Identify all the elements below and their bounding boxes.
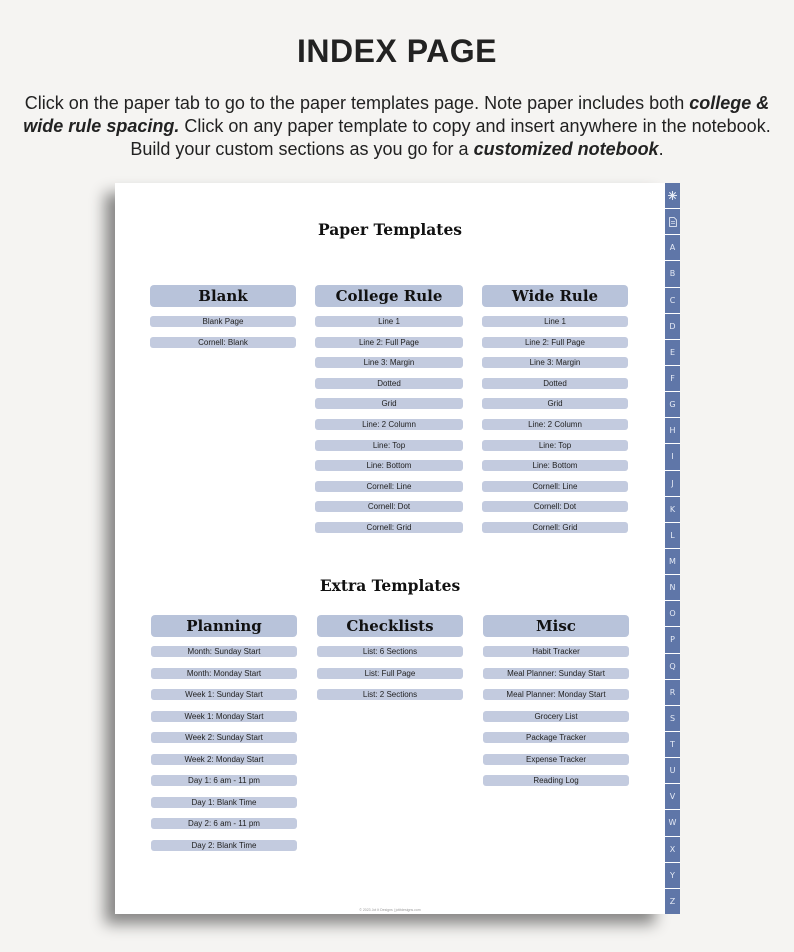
template-link[interactable]: Cornell: Line: [482, 481, 628, 492]
paper-column-blank: [150, 285, 296, 357]
template-link[interactable]: Reading Log: [483, 775, 629, 786]
template-link[interactable]: Habit Tracker: [483, 646, 629, 657]
intro-part-3: .: [658, 139, 664, 159]
letter-tab[interactable]: M: [665, 549, 680, 575]
letter-tab[interactable]: S: [665, 706, 680, 732]
template-link[interactable]: Line 2: Full Page: [315, 337, 463, 348]
side-tab-strip: [665, 183, 680, 914]
letter-tab[interactable]: J: [665, 471, 680, 497]
template-link[interactable]: Day 1: 6 am - 11 pm: [151, 775, 297, 786]
column-header: Planning: [151, 615, 297, 637]
template-link[interactable]: Line: 2 Column: [482, 419, 628, 430]
template-link[interactable]: Line 1: [315, 316, 463, 327]
template-link[interactable]: Line: Bottom: [315, 460, 463, 471]
template-link[interactable]: Cornell: Grid: [315, 522, 463, 533]
extra-column-planning: [151, 615, 297, 861]
letter-tab[interactable]: X: [665, 837, 680, 863]
template-link[interactable]: Line 3: Margin: [315, 357, 463, 368]
letter-tab[interactable]: P: [665, 627, 680, 653]
template-link[interactable]: Blank Page: [150, 316, 296, 327]
notebook-page: [115, 183, 665, 914]
paper-column-college-rule: [315, 285, 463, 543]
template-link[interactable]: Grid: [482, 398, 628, 409]
letter-tab[interactable]: L: [665, 523, 680, 549]
intro-part-2: Click on any paper template to copy and insert anywhere in the notebook. Build your custom sections as you go for a: [130, 116, 771, 159]
template-link[interactable]: Day 2: Blank Time: [151, 840, 297, 851]
extra-column-misc: [483, 615, 629, 797]
template-link[interactable]: List: 2 Sections: [317, 689, 463, 700]
template-link[interactable]: Week 1: Monday Start: [151, 711, 297, 722]
template-list: [317, 646, 463, 700]
template-link[interactable]: Dotted: [482, 378, 628, 389]
paper-column-wide-rule: [482, 285, 628, 543]
page-title: INDEX PAGE: [297, 33, 497, 69]
template-link[interactable]: Week 1: Sunday Start: [151, 689, 297, 700]
letter-tab[interactable]: N: [665, 575, 680, 601]
template-list: [315, 316, 463, 533]
extra-templates-title: Extra Templates: [319, 576, 461, 595]
template-link[interactable]: Expense Tracker: [483, 754, 629, 765]
letter-tab[interactable]: F: [665, 366, 680, 392]
template-link[interactable]: Cornell: Dot: [482, 501, 628, 512]
letter-tab[interactable]: O: [665, 601, 680, 627]
intro-bold-2: customized notebook: [473, 139, 659, 159]
paper-icon[interactable]: [665, 209, 680, 235]
letter-tab[interactable]: G: [665, 392, 680, 418]
template-link[interactable]: Cornell: Dot: [315, 501, 463, 512]
template-link[interactable]: Month: Sunday Start: [151, 646, 297, 657]
letter-tab[interactable]: C: [665, 288, 680, 314]
template-link[interactable]: Grid: [315, 398, 463, 409]
column-header: Blank: [150, 285, 296, 307]
template-link[interactable]: Meal Planner: Monday Start: [483, 689, 629, 700]
template-link[interactable]: Line: 2 Column: [315, 419, 463, 430]
template-link[interactable]: Line 1: [482, 316, 628, 327]
letter-tab[interactable]: Q: [665, 654, 680, 680]
column-header: College Rule: [315, 285, 463, 307]
letter-tab[interactable]: Y: [665, 863, 680, 889]
template-link[interactable]: Day 2: 6 am - 11 pm: [151, 818, 297, 829]
asterisk-icon[interactable]: [665, 183, 680, 209]
template-link[interactable]: Month: Monday Start: [151, 668, 297, 679]
template-link[interactable]: Cornell: Line: [315, 481, 463, 492]
copyright-footer: © 2023 Jot It Designs | jotitdesigns.com: [359, 908, 421, 912]
letter-tab[interactable]: K: [665, 497, 680, 523]
letter-tab[interactable]: Z: [665, 889, 680, 914]
extra-column-checklists: [317, 615, 463, 711]
letter-tab[interactable]: W: [665, 810, 680, 836]
column-header: Wide Rule: [482, 285, 628, 307]
template-list: [483, 646, 629, 786]
letter-tab[interactable]: T: [665, 732, 680, 758]
template-link[interactable]: Cornell: Blank: [150, 337, 296, 348]
intro-part-1: Click on the paper tab to go to the paper templates page. Note paper includes both: [24, 93, 690, 113]
letter-tab[interactable]: R: [665, 680, 680, 706]
template-link[interactable]: Day 1: Blank Time: [151, 797, 297, 808]
letter-tab[interactable]: V: [665, 784, 680, 810]
template-link[interactable]: Week 2: Monday Start: [151, 754, 297, 765]
paper-templates-title: Paper Templates: [317, 220, 463, 239]
template-link[interactable]: Line: Bottom: [482, 460, 628, 471]
intro-bold-1: college & wide rule spacing.: [23, 93, 770, 136]
template-link[interactable]: Line: Top: [482, 440, 628, 451]
template-link[interactable]: Dotted: [315, 378, 463, 389]
letter-tab[interactable]: D: [665, 314, 680, 340]
letter-tab[interactable]: E: [665, 340, 680, 366]
template-link[interactable]: Grocery List: [483, 711, 629, 722]
letter-tab[interactable]: H: [665, 418, 680, 444]
letter-tab[interactable]: U: [665, 758, 680, 784]
template-list: [150, 316, 296, 348]
template-link[interactable]: List: 6 Sections: [317, 646, 463, 657]
template-link[interactable]: Week 2: Sunday Start: [151, 732, 297, 743]
template-link[interactable]: Line: Top: [315, 440, 463, 451]
column-header: Checklists: [317, 615, 463, 637]
letter-tab[interactable]: A: [665, 235, 680, 261]
template-list: [151, 646, 297, 851]
template-link[interactable]: List: Full Page: [317, 668, 463, 679]
column-header: Misc: [483, 615, 629, 637]
template-link[interactable]: Package Tracker: [483, 732, 629, 743]
letter-tab[interactable]: B: [665, 261, 680, 287]
template-link[interactable]: Line 2: Full Page: [482, 337, 628, 348]
intro-text: [20, 92, 774, 161]
template-link[interactable]: Meal Planner: Sunday Start: [483, 668, 629, 679]
template-list: [482, 316, 628, 533]
template-link[interactable]: Cornell: Grid: [482, 522, 628, 533]
letter-tab[interactable]: I: [665, 444, 680, 470]
template-link[interactable]: Line 3: Margin: [482, 357, 628, 368]
